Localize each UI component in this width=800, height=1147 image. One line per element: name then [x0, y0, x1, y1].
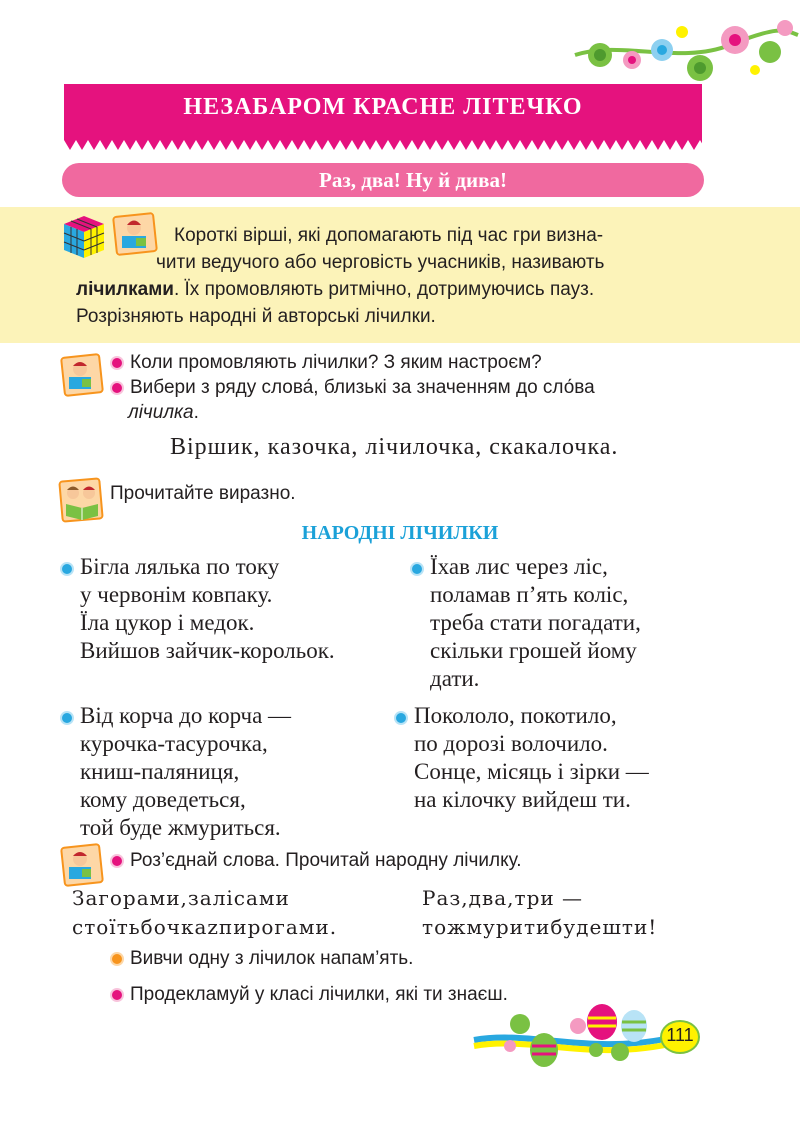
orange-bullet-icon [110, 952, 124, 966]
question-2-text: Вибери з ряду слова́, близькі за значенням до сло́ва [130, 377, 595, 398]
puzzle-line: тожмуритибудешти! [422, 915, 658, 939]
poem-line [60, 702, 400, 730]
pink-bullet-icon [110, 854, 124, 868]
puzzle-right [422, 884, 657, 942]
page-number: 111 [666, 1025, 694, 1045]
definition-line-3-rest: . Їх промовляють ритмічно, дотримуючись пауз. [173, 279, 595, 300]
poem-line [394, 702, 754, 730]
poem-line: Сонце, місяць і зірки — [414, 759, 649, 784]
definition-line-1: Короткі вірші, які допомагають під час гри визна- [174, 225, 604, 246]
task-2 [110, 848, 522, 873]
poem-line-text: Їхав лис через ліс, [430, 554, 608, 579]
poem-line: на кілочку вийдеш ти. [414, 787, 631, 812]
poem-line: книш-паляниця, [80, 759, 240, 784]
blue-bullet-icon [394, 711, 408, 725]
task-3-text: Вивчи одну з лічилок напам’ять. [130, 948, 414, 969]
poem-4 [394, 702, 754, 814]
poem-line-text: Бігла лялька по току [80, 554, 280, 579]
flower-garland-decoration [570, 10, 800, 85]
question-1 [110, 350, 750, 375]
pink-bullet-icon [110, 356, 124, 370]
poem-line: скільки грошей йому [430, 638, 637, 663]
poem-line: Вийшов зайчик-корольок. [80, 638, 335, 663]
question-icon [60, 352, 106, 398]
task-4-text: Продекламуй у класі лічилки, які ти знаєш. [130, 984, 508, 1005]
poem-line: у червонім ковпаку. [80, 582, 273, 607]
definition-term: лічилками [76, 279, 174, 300]
lesson-title: Раз, два! Ну й дива! [319, 168, 507, 192]
poem-line: поламав п’ять коліс, [430, 582, 629, 607]
poem-line: Їла цукор і медок. [80, 610, 255, 635]
puzzle-left [72, 884, 337, 942]
section-title: НАРОДНІ ЛІЧИЛКИ [301, 522, 499, 544]
question-1-text: Коли промовляють лічилки? З яким настроєм? [130, 352, 542, 373]
poem-line: треба стати погадати, [430, 610, 641, 635]
page-title: НЕЗАБАРОМ КРАСНЕ ЛІТЕЧКО [183, 94, 583, 120]
read-task: Прочитайте виразно. [110, 483, 296, 504]
poem-line [60, 553, 400, 581]
task-2-text: Роз’єднай слова. Прочитай народну лічилку. [130, 850, 522, 871]
question-2 [110, 375, 750, 400]
poem-2 [410, 553, 750, 693]
definition-text [76, 222, 706, 330]
puzzle-line: Раз,два,три — [422, 886, 584, 910]
words-line: Віршик, казочка, лічилочка, скакалочка. [170, 434, 619, 460]
poem-line [410, 553, 750, 581]
question-list [110, 350, 750, 425]
question-2-continuation [110, 400, 750, 425]
poem-3 [60, 702, 400, 842]
task-3 [110, 946, 413, 971]
question-2-word: лічилка [128, 402, 194, 423]
question-icon [60, 842, 106, 888]
poem-line: кому доведеться, [80, 787, 246, 812]
definition-line-4: Розрізняють народні й авторські лічилки. [76, 306, 436, 327]
children-reading-icon [58, 476, 106, 524]
puzzle-line: Загорами,залісами [72, 886, 290, 910]
blue-bullet-icon [410, 562, 424, 576]
definition-line-2: чити ведучого або черговість учасників, називають [156, 252, 605, 273]
zigzag-border [64, 130, 702, 154]
pink-bullet-icon [110, 381, 124, 395]
poem-line: по дорозі волочило. [414, 731, 608, 756]
poem-line-text: Від корча до корча — [80, 703, 292, 728]
poem-line: той буде жмуриться. [80, 815, 281, 840]
poem-line: курочка-тасурочка, [80, 731, 268, 756]
blue-bullet-icon [60, 562, 74, 576]
task-4 [110, 982, 508, 1007]
pink-bullet-icon [110, 988, 124, 1002]
poem-line: дати. [430, 666, 480, 691]
puzzle-line: стоїтьбочкazпирогами. [72, 915, 338, 939]
blue-bullet-icon [60, 711, 74, 725]
poem-line-text: Покололо, покотило, [414, 703, 617, 728]
question-2-end: . [193, 402, 199, 423]
definition-line-3 [76, 276, 706, 303]
poem-1 [60, 553, 400, 665]
